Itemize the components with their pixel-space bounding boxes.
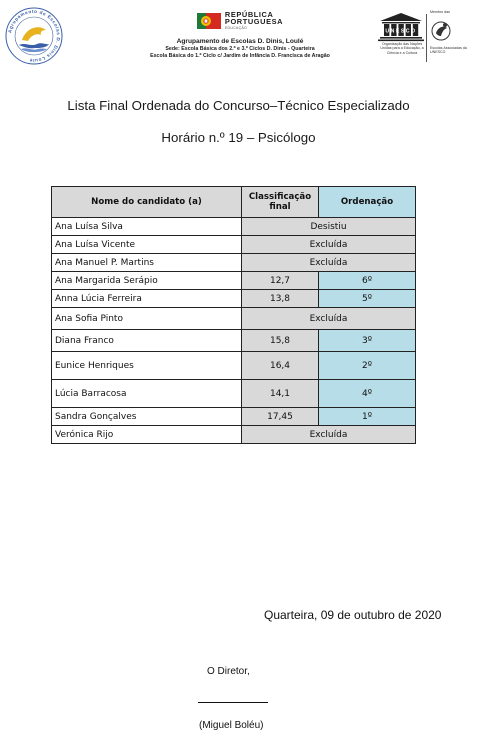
candidate-name-cell: Sandra Gonçalves <box>52 408 242 426</box>
document-subtitle: Horário n.º 19 – Psicólogo <box>161 130 316 145</box>
order-cell: 1º <box>319 408 416 426</box>
order-cell: 5º <box>319 290 416 308</box>
order-cell: 2º <box>319 352 416 380</box>
candidates-table <box>51 186 416 444</box>
candidate-name-cell: Verónica Rijo <box>52 426 242 444</box>
unesco-org-text: Organização das Nações Unidas para a Educação, a Ciência e a Cultura <box>380 42 424 55</box>
classification-cell: 16,4 <box>242 352 319 380</box>
school-seat-line: Sede: Escola Básica dos 2.º e 3.º Ciclos D. Dinis - Quarteira <box>165 46 315 52</box>
aspnet-network-text: Escolas Associadas da UNESCO <box>430 46 467 55</box>
table-row <box>52 236 416 254</box>
header-institution <box>120 10 360 59</box>
aspnet-label: Membro das <box>430 10 450 14</box>
unesco-temple-icon <box>378 12 424 42</box>
candidate-name-cell: Eunice Henriques <box>52 352 242 380</box>
unesco-divider <box>426 14 427 62</box>
republica-line3: EDUCAÇÃO <box>224 25 248 30</box>
document-date: Quarteira, 09 de outubro de 2020 <box>264 608 442 622</box>
unesco-block <box>378 8 470 68</box>
header-candidate-name: Nome do candidato (a) <box>52 187 242 218</box>
director-role: O Diretor, <box>207 666 250 677</box>
header-order: Ordenação <box>319 187 416 218</box>
order-cell: 6º <box>319 272 416 290</box>
dolphin-school-seal-icon <box>4 6 64 66</box>
candidate-status-cell: Excluída <box>242 236 416 254</box>
table-row <box>52 218 416 236</box>
classification-cell: 17,45 <box>242 408 319 426</box>
candidate-name-cell: Lúcia Barracosa <box>52 380 242 408</box>
candidate-name-cell: Diana Franco <box>52 330 242 352</box>
table-row <box>52 272 416 290</box>
table-row <box>52 254 416 272</box>
table-row <box>52 290 416 308</box>
candidate-name-cell: Ana Sofia Pinto <box>52 308 242 330</box>
signer-name: (Miguel Boléu) <box>199 720 264 731</box>
candidate-name-cell: Ana Margarida Serápio <box>52 272 242 290</box>
candidate-name-cell: Ana Luísa Silva <box>52 218 242 236</box>
order-cell: 3º <box>319 330 416 352</box>
republica-line1: REPÚBLICA <box>224 9 274 19</box>
school-branch-line: Escola Básica do 1.º Ciclo c/ Jardim de Infância D. Francisca de Aragão <box>150 53 330 59</box>
republica-line2: PORTUGUESA <box>224 16 284 26</box>
candidate-name-cell: Ana Manuel P. Martins <box>52 254 242 272</box>
unesco-acronym: UNESCO <box>385 28 417 35</box>
signature-line <box>198 702 268 703</box>
candidate-status-cell: Desistiu <box>242 218 416 236</box>
document-title: Lista Final Ordenada do Concurso–Técnico Especializado <box>67 98 410 113</box>
portuguese-flag-icon <box>197 11 221 31</box>
table-row <box>52 380 416 408</box>
table-header-row <box>52 187 416 218</box>
candidate-name-cell: Ana Luísa Vicente <box>52 236 242 254</box>
candidate-name-cell: Anna Lúcia Ferreira <box>52 290 242 308</box>
classification-cell: 12,7 <box>242 272 319 290</box>
school-group-name: Agrupamento de Escolas D. Dinis, Loulé <box>176 38 304 45</box>
classification-cell: 14,1 <box>242 380 319 408</box>
classification-cell: 13,8 <box>242 290 319 308</box>
table-row <box>52 330 416 352</box>
table-row <box>52 308 416 330</box>
order-cell: 4º <box>319 380 416 408</box>
table-row <box>52 352 416 380</box>
table-row <box>52 408 416 426</box>
classification-cell: 15,8 <box>242 330 319 352</box>
seal-ring-text: Agrupamento de Escolas D. Dinis Loulé <box>7 8 62 64</box>
republica-portuguesa-logo <box>120 10 360 32</box>
table-row <box>52 426 416 444</box>
candidate-status-cell: Excluída <box>242 426 416 444</box>
school-seal-logo <box>4 6 64 66</box>
header-final-classification: Classificação final <box>242 187 319 218</box>
candidate-status-cell: Excluída <box>242 254 416 272</box>
aspnet-emblem-icon <box>430 18 452 44</box>
table-body <box>52 218 416 444</box>
candidate-status-cell: Excluída <box>242 308 416 330</box>
